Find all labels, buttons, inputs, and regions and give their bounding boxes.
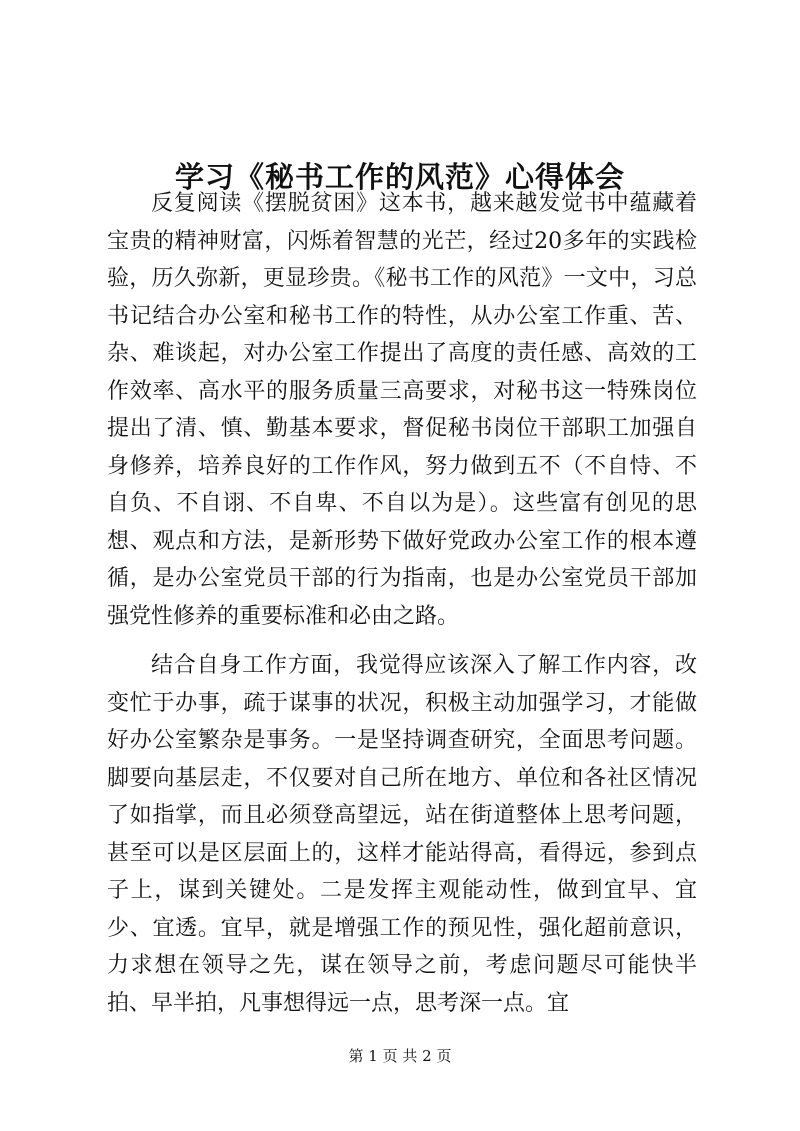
page-footer: 第 1 页 共 2 页 [348,1047,452,1065]
paragraph-2: 结合自身工作方面，我觉得应该深入了解工作内容，改变忙于办事，疏于谋事的状况，积极主动加强学习，才能做好办公室繁杂是事务。一是坚持调查研究，全面思考问题。脚要向基层走，不仅要对自己所在地方、单位和各社区情况了如指掌，而且必须登高望远，站在街道整体上思考问题，甚至可以是区层面上的，这样才能站得高，看得远，参到点子上，谋到关键处。二是发挥主观能动性，做到宜早、宜少、宜透。宜早，就是增强工作的预见性，强化超前意识，力求想在领导之先，谋在领导之前，考虑问题尽可能快半拍、早半拍，凡事想得远一点，思考深一点。宜 [107,653,697,1016]
page-title: 学习《秘书工作的风范》心得体会 [174,160,625,195]
paragraph-1: 反复阅读《摆脱贫困》这本书，越来越发觉书中蕴藏着宝贵的精神财富，闪烁着智慧的光芒，经过20多年的实践检验，历久弥新，更显珍贵。《秘书工作的风范》一文中，习总书记结合办公室和秘书工作的特性，从办公室工作重、苦、杂、难谈起，对办公室工作提出了高度的责任感、高效的工作效率、高水平的服务质量三高要求，对秘书这一特殊岗位提出了清、慎、勤基本要求，督促秘书岗位干部职工加强自身修养，培养良好的工作作风，努力做到五不（不自恃、不自负、不自诩、不自卑、不自以为是）。这些富有创见的思想、观点和方法，是新形势下做好党政办公室工作的根本遵循，是办公室党员干部的行为指南，也是办公室党员干部加强党性修养的重要标准和必由之路。 [107,191,697,629]
document-body [107,185,697,1022]
